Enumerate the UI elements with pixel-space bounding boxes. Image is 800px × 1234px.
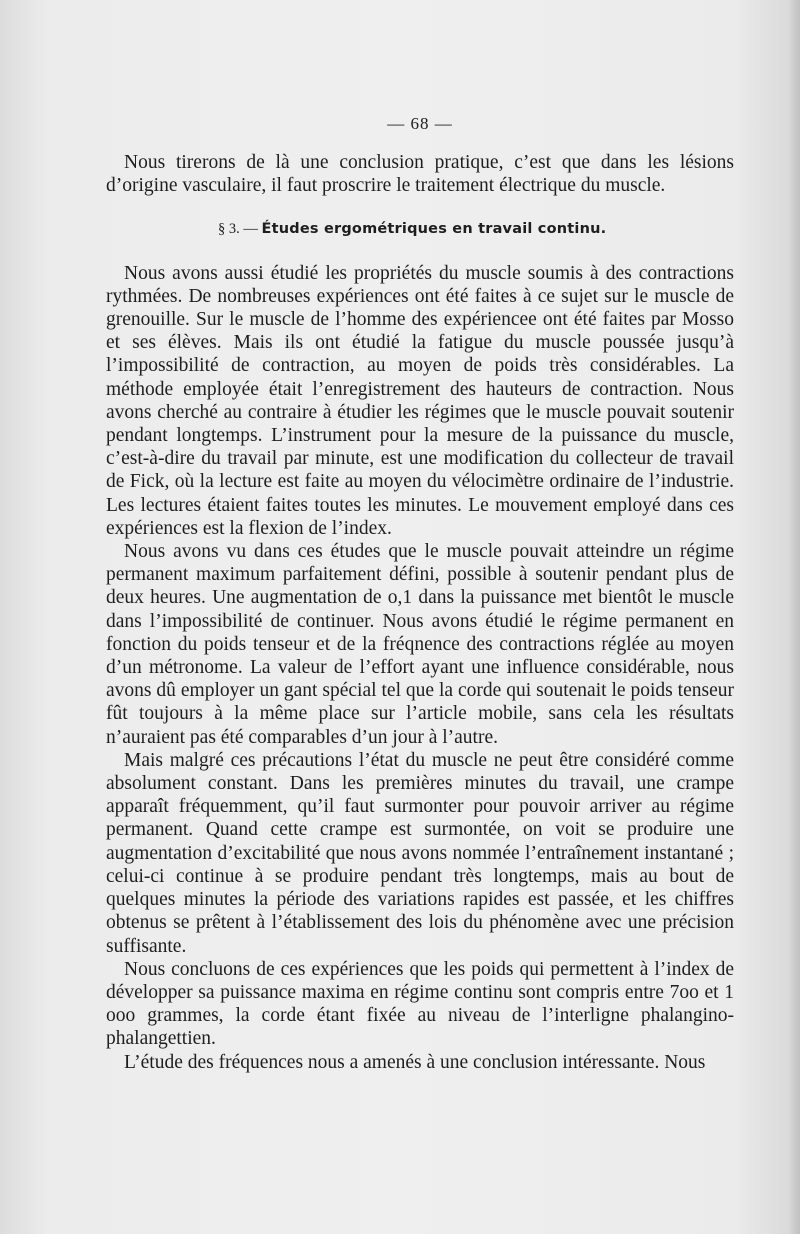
body-paragraph: Nous avons vu dans ces études que le muscle pouvait atteindre un régime permanent maximum parfaitement défini, possible à soutenir pendant plus de deux heures. Une augmentation de o,1 dans la puissance met bientôt le muscle dans l’impossibilité de continuer. Nous avons étudié le régime permanent en fonction du poids tenseur et de la fréqnence des contractions réglée au moyen d’un métronome. La valeur de l’effort ayant une influence considérable, nous avons dû employer un gant spécial tel que la corde qui soutenait le poids tenseur fût toujours à la même place sur l’article mobile, sans cela les résultats n’auraient pas été comparables d’un jour à l’autre. [106, 541, 734, 748]
page-edge-shadow [788, 0, 800, 1234]
body-paragraph: Mais malgré ces précautions l’état du muscle ne peut être considéré comme absolument constant. Dans les premières minutes du travail, une crampe apparaît fréquemment, qu’il faut surmonter pour pouvoir arriver au régime permanent. Quand cette crampe est surmontée, on voit se produire une augmentation d’excitabilité que nous avons nommée l’entraînement instantané ; celui-ci continue à se produire pendant très longtemps, mais au bout de quelques minutes la période des variations rapides est passée, et les chiffres obtenus se prêtent à l’établissement des lois du phénomène avec une précision suffisante. [106, 749, 734, 957]
body-paragraph: L’étude des fréquences nous a amenés à une conclusion intéressante. Nous [124, 1051, 706, 1073]
page-number: — 68 — [387, 114, 453, 133]
section-title: Études ergométriques en travail continu. [261, 220, 607, 237]
body-paragraph: Nous avons aussi étudié les propriétés du muscle soumis à des contractions rythmées. De nombreuses expériences ont été faites à ce sujet sur le muscle de grenouille. Sur le muscle de l’homme des expériencee ont été faites par Mosso et ses élèves. Mais ils ont étudié la fatigue du muscle poussée jusqu’à l’impossibilité de contraction, au moyen de poids très considérables. La méthode employée était l’enregistrement des hauteurs de contraction. Nous avons cherché au contraire à étudier les régimes que le muscle pouvait soutenir pendant longtemps. L’instrument pour la mesure de la puissance du muscle, c’est-à-dire du travail par minute, est une modification du collecteur de travail de Fick, où la lecture est faite au moyen du vélocimètre ordinaire de l’industrie. Les lectures étaient faites toutes les minutes. Le mouvement employé dans ces expériences est la flexion de l’index. [106, 262, 734, 539]
section-number: § 3. — [218, 220, 258, 237]
page-text-block [106, 112, 734, 1074]
section-heading [106, 220, 734, 238]
body-paragraph: Nous concluons de ces expériences que les poids qui permettent à l’index de développer sa puissance maxima en régime continu sont compris entre 7oo et 1 ooo grammes, la corde étant fixée au niveau de l’interligne phalangino-phalangettien. [106, 958, 734, 1050]
intro-paragraph: Nous tirerons de là une conclusion pratique, c’est que dans les lésions d’origine vasculaire, il faut proscrire le traitement électrique du muscle. [106, 152, 734, 197]
